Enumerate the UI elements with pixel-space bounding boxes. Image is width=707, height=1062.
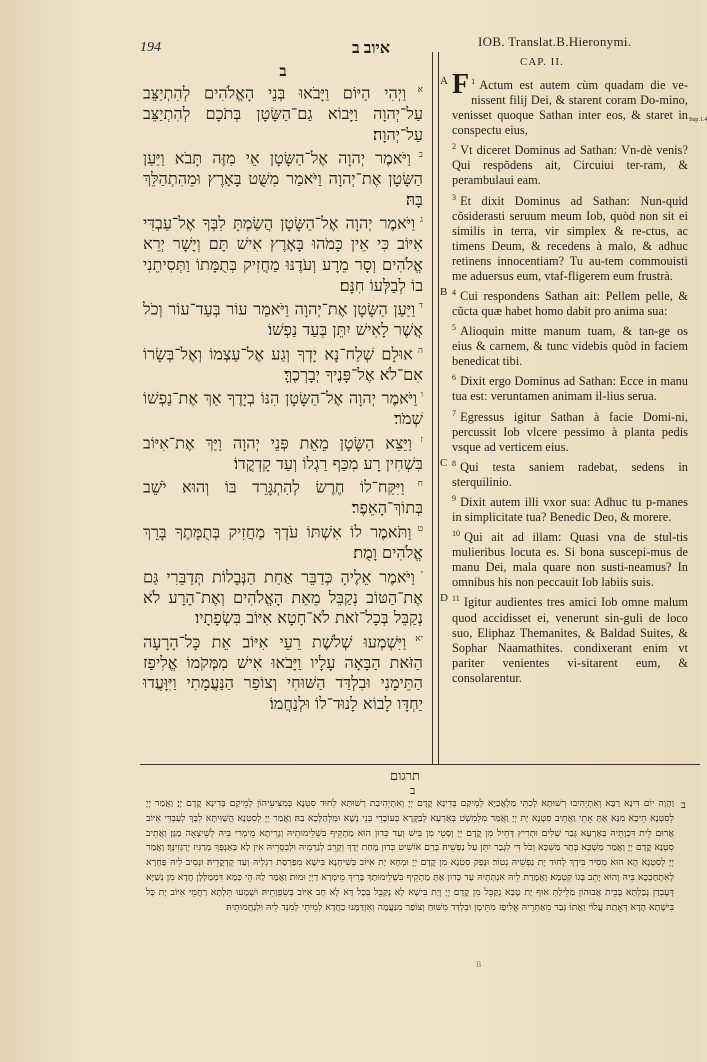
column-divider-inner [438, 52, 439, 764]
signature-mark: B [476, 960, 482, 969]
verse-number: 1 [471, 77, 476, 86]
latin-verse-text: Vt diceret Dominus ad Sathan: Vn-dè venis? Qui respõdens ait, Circuiui ter-ram, & perambulaui eam. [452, 143, 688, 188]
hebrew-verse [143, 519, 423, 564]
hebrew-text-column [143, 62, 423, 715]
latin-verse [452, 139, 688, 188]
hebrew-verse-text: וַתֹּאמֶר לוֹ אִשְׁתּוֹ עֹדְךָ מַחֲזִיק בְּתֻמָּתֶךָ בָּרֵךְ אֱלֹהִים וָמֻת׃ [143, 522, 423, 562]
verse-number: 2 [452, 142, 457, 152]
latin-verse [452, 320, 688, 369]
hebrew-verse [143, 296, 423, 341]
hebrew-verse-text: אוּלָם שְׁלַח־נָא יָדְךָ וְגַע אֶל־עַצְמוֹ וְאֶל־בְּשָׂרוֹ אִם־לֹא אֶל־פָּנֶיךָ יְבָרְכֶךָּ׃ [143, 344, 423, 384]
targum-title: תרגום [390, 769, 421, 784]
latin-verse-text: Cui respondens Sathan ait: Pellem pelle, & cũcta quæ habet homo dabit pro anima sua: [452, 288, 688, 319]
latin-verse-text: Et dixit Dominus ad Sathan: Nun-quid cõsiderasti seruum meum Iob, quòd non sit ei similis in terra, vir simplex & re-ctus, ac timens Deum, & recedens à malo, & adhuc retinens innocentiam? Tu au-tem commouisti me aduersus eum, vtaf-fligerem eum frustrà. [452, 193, 688, 283]
hebrew-verse-text: וַיֹּאמֶר יְהוָה אֶל־הַשָּׂטָן אֵי מִזֶּה תָּבֹא וַיַּעַן הַשָּׂטָן אֶת־יְהוָה וַיֹּאמַר מִשֻּׁט בָּאָרֶץ וּמֵהִתְהַלֵּךְ בָּהּ׃ [143, 148, 423, 209]
verse-number: ו [417, 390, 423, 401]
latin-verse [440, 456, 688, 490]
hebrew-verse-text: וַיֹּאמֶר יְהוָה אֶל־הַשָּׂטָן הֲשַׂמְתָּ לִבְּךָ אֶל־עַבְדִּי אִיּוֹב כִּי אֵין כָּמֹהוּ בָּאָרֶץ אִישׁ תָּם וְיָשָׁר יְרֵא אֱלֹהִים וְסָר מֵרָע וְעֹדֶנּוּ מַחֲזִיק בְּתֻמָּתוֹ וַתְּסִיתֵנִי בוֹ לְבַלְּעוֹ חִנָּם׃ [143, 213, 423, 295]
hebrew-verse [143, 145, 423, 210]
latin-verse-text: Alioquin mitte manum tuam, & tan-ge os eius & carnem, & tunc videbis quòd in faciem benedicat tibi. [452, 324, 688, 369]
latin-verse [440, 591, 688, 685]
latin-text-column [440, 69, 688, 687]
latin-verse [440, 69, 688, 138]
hebrew-verse [143, 210, 423, 296]
verse-number: 8 [452, 458, 457, 468]
latin-verse [452, 406, 688, 455]
hebrew-verse-text: וַיַּעַן הַשָּׂטָן אֶת־יְהוָה וַיֹּאמַר עוֹר בְּעַד־עוֹר וְכֹל אֲשֶׁר לָאִישׁ יִתֵּן בְּעַד נַפְשׁוֹ׃ [143, 299, 423, 340]
margin-letter: A [440, 75, 448, 87]
hebrew-running-title: איוב ב [352, 40, 390, 57]
verse-number: ח [404, 479, 423, 490]
drop-cap: F [452, 69, 470, 100]
latin-verse-text: Dixit autem illi vxor sua: Adhuc tu p-manes in simplicitate tua? Benedic Deo, & morere. [452, 495, 688, 525]
latin-running-title: IOB. Translat.B.Hieronymi. [478, 34, 632, 49]
latin-verse-text: Qui ait ad illam: Quasi vna de stul-tis mulieribus locuta es. Si bona suscepi-mus de manu Dei, mala quare non susti-neamus? In omnibus his non peccauit Iob labiis suis. [452, 530, 688, 590]
hebrew-verse-text: וַיְהִי הַיּוֹם וַיָּבֹאוּ בְּנֵי הָאֱלֹהִים לְהִתְיַצֵּב עַל־יְהוָה וַיָּבוֹא גַם־הַשָּׂטָן בְּתֹכָם לְהִתְיַצֵּב עַל־יְהוָה׃ [143, 83, 423, 144]
hebrew-verse [143, 629, 423, 715]
margin-letter: C [440, 456, 448, 469]
hebrew-verse [143, 385, 423, 430]
chapter-label: CAP. II. [520, 56, 564, 68]
verse-number: 7 [452, 408, 457, 418]
hebrew-verse-text: וַיִּקַּח־לוֹ חֶרֶשׂ לְהִתְגָּרֵד בּוֹ וְהוּא יֹשֵׁב בְּתוֹךְ־הָאֵפֶר׃ [143, 477, 423, 518]
hebrew-verse [143, 80, 423, 145]
hebrew-verse [143, 564, 423, 629]
verse-number: ט [411, 524, 424, 534]
verse-number: 5 [452, 323, 457, 333]
column-divider [432, 52, 433, 764]
latin-verse-text: Igitur audientes tres amici Iob omne malum quod accidisset ei, venerunt sin-guli de loco suo, Eliphaz Themanites, & Baldad Suites, & Sophar Naamathites. condixerant enim vt pariter venientes vi-sitarent eum, & consolarentur. [452, 595, 688, 685]
side-note: Sup.1.4 [689, 117, 707, 123]
margin-letter: B [440, 285, 448, 298]
latin-verse [452, 491, 688, 525]
verse-number: ג [415, 215, 423, 226]
hebrew-verse-text: וַיֹּאמֶר אֵלֶיהָ כְּדַבֵּר אַחַת הַנְּבָלוֹת תְּדַבֵּרִי גַּם אֶת־הַטּוֹב נְקַבֵּל מֵאֵת הָאֱלֹהִים וְאֶת־הָרָע לֹא נְקַבֵּל בְּכָל־זֹאת לֹא־חָטָא אִיּוֹב בִּשְׂפָתָיו׃ [143, 566, 423, 628]
verse-number: ה [412, 345, 424, 356]
verse-number: י [414, 568, 423, 579]
latin-verse [452, 370, 688, 404]
hebrew-verse [143, 341, 423, 386]
latin-verse-text: Actum est autem cùm quadam die ve-nissent filij Dei, & starent coram Do-mino, venisset quoque Sathan inter eos, & staret in conspectu eius, [452, 78, 688, 138]
latin-verse [452, 526, 688, 590]
hebrew-verse-text: וַיֵּצֵא הַשָּׂטָן מֵאֵת פְּנֵי יְהוָה וַיַּךְ אֶת־אִיּוֹב בִּשְׁחִין רָע מִכַּף רַגְלוֹ וְעַד קָדְקֳדוֹ׃ [143, 433, 423, 473]
verse-number: ד [415, 301, 423, 312]
latin-verse [452, 190, 688, 284]
hebrew-chapter-letter: ב [279, 62, 287, 80]
targum-divider [140, 764, 700, 765]
verse-number: 3 [452, 192, 457, 202]
targum-margin-mark: ב [681, 800, 686, 811]
verse-number: 9 [452, 493, 457, 503]
page-number: 194 [140, 40, 161, 55]
verse-number: ב [410, 150, 423, 161]
verse-number: ז [411, 434, 423, 445]
verse-number: א [406, 85, 423, 95]
targum-chapter-letter: ב [410, 784, 416, 797]
verse-number: יא [406, 633, 423, 644]
hebrew-verse [143, 430, 423, 475]
margin-letter: D [440, 592, 448, 605]
latin-verse [440, 285, 688, 319]
hebrew-verse-text: וַיֹּאמֶר יְהוָה אֶל־הַשָּׂטָן הִנּוֹ בְיָדֶךָ אַךְ אֶת־נַפְשׁוֹ שְׁמֹר׃ [143, 388, 423, 429]
verse-number: 6 [452, 373, 457, 383]
latin-verse-text: Qui testa saniem radebat, sedens in sterquilinio. [452, 459, 688, 489]
verse-number: 4 [452, 287, 457, 297]
hebrew-verse [143, 474, 423, 519]
targum-text: וַהֲוָה יוֹם דִּינָא רַבָּא וְאִתְיְהִיבוּ רְשׁוּתָא לְכִתֵּי מַלְאֲכַיָּא לְמֵיקַם בְּדִינָא קֳדָם יְיָ וְאִתְיְהִיבַת רְשׁוּתָא לְחוּד סִטְנָא בְּמִצִּיעֵיהוֹן לְמֵיקַם בְּדִינָא קֳדָם יְיָ׃ וַאֲמַר יְיָ לְסִטְנָא הֵיכָא מִנָּא אַתְּ אָתֵי וַאֲתֵיב סִטְנָא יָת יְיָ וַאֲמַר מִלְּמִשְׁׁט בְּאַרְעָא לְבַקָּרָא בְּעוֹבָדֵי בְּנֵי נָשָׁא וּמִלְּהַלָּכָא בַהּ׃ וַאֲמַר יְיָ לְסִטְנָא הֲשַׁוִּיתָא לִבָּךְ לְעַבְדִּי אִיּוֹב אֲרוּם לֵית דִּכְוָתֵיהּ בְּאַרְעָא גְּבַר שְׁלִים וּתְרִיץ דָּחֵיל מִן קֳדָם יְיָ וְסָטֵי מִן בִּישׁ וְעַד כְּדוּן הוּא מַתְקֵיף בִּשְׁלֵימוּתֵיהּ וְגָרֵיתָא מֵימְרִי בֵּיהּ לְשֵׁיצָאָה מַגָּן׃ וַאֲתֵיב סִטְנָא קֳדָם יְיָ וַאֲמַר מַשְׁכָּא בְּתַר מַשְׁכָּא וְכֹל דִּי לִגְבַר יִתֵּן עַל נַפְשֵׁיהּ׃ בְּרַם אוֹשֵׁיט כְּדוּן מָחַת יְדָךְ וְקָרֵב לְגַרְמֵיהּ וּלְבִסְרֵיהּ אִין לָא בְּאַנְפָּךְ מְרַגִּיז יְרַגְּזִינָּךְ׃ וַאֲמַר יְיָ לְסִטְנָא הָא הוּא מְסִיר בִּידָךְ לְחוּד יָת נַפְשֵׁיהּ נְטוֹר׃ וּנְפַק סִטְנָא מִן קֳדָם יְיָ וּמְחָא יָת אִיּוֹב בְּשִׁיחְנָא בִּישָׁא מִפַּרְסַת רִגְלֵיהּ וְעַד קָדְקֳדֵיהּ׃ וּנְסֵיב לֵיהּ פַּחְרָא לְאִתְחַכְכָא בֵּיהּ וְהוּא יָתֵב בְּגוֹ קִטְמָא׃ וַאֲמָרַת לֵיהּ אִנְתְּתֵיהּ עַד כְּדוּן אַתְּ מַתְקֵיף בִּשְׁלֵימוּתָךְ בָּרֵיךְ מֵימְרָא דַיְיָ וּמוּת׃ וַאֲמַר לַהּ הֵי כְּמָא דִּמְמַלְּלָן חֲדָא מִן נְשַׁיָּא דְּעָבְדַן נְבַלְתָּא בְּבֵית אֲבוּהוֹן מַלֵּילַתְּ אוּף יָת טָבָא נְקַבֵּל מִן קֳדָם יְיָ וְיָת בִּישָׁא לָא נְקַבֵּל בְּכָל דָּא לָא חָב אִיּוֹב בְּשִׂפְוָתֵיהּ׃ וּשְׁמָעוּ תְּלָתָא רַחֲמֵי אִיּוֹב יָת כָּל בִּישְׁתָא הָדָא דְּאָתַת עֲלוֹי וַאֲתוֹ גְּבַר מֵאַתְרֵיהּ אֱלִיפַז מִתֵּימָן וּבִלְדַּד מִשּׁוּחַ וְצוֹפַר מִנַּעֲמָה וְאִזְדַּמָּנוּ כַחֲדָא לְמֵיתֵי לְמִנְד לֵיהּ וּלְנַחֲמוּתֵיהּ׃ [146, 798, 674, 913]
latin-verse-text: Dixit ergo Dominus ad Sathan: Ecce in manu tua est: veruntamen animam il-lius serua. [452, 374, 688, 404]
hebrew-verse-text: וַיִּשְׁמְעוּ שְׁלֹשֶׁת רֵעֵי אִיּוֹב אֵת כָּל־הָרָעָה הַזֹּאת הַבָּאָה עָלָיו וַיָּבֹאוּ אִישׁ מִמְּקֹמוֹ אֱלִיפַז הַתֵּימָנִי וּבִלְדַּד הַשּׁוּחִי וְצוֹפַר הַנַּעֲמָתִי וַיִּוָּעֲדוּ יַחְדָּו לָבוֹא לָנוּד־לוֹ וּלְנַחֲמוֹ׃ [143, 632, 423, 713]
verse-number: 10 [452, 529, 461, 539]
latin-verse-text: Egressus igitur Sathan à facie Domi-ni, percussit Iob vlcere pessimo à planta pedis vsque ad verticem eius. [452, 409, 688, 454]
verse-number: 11 [452, 594, 460, 604]
